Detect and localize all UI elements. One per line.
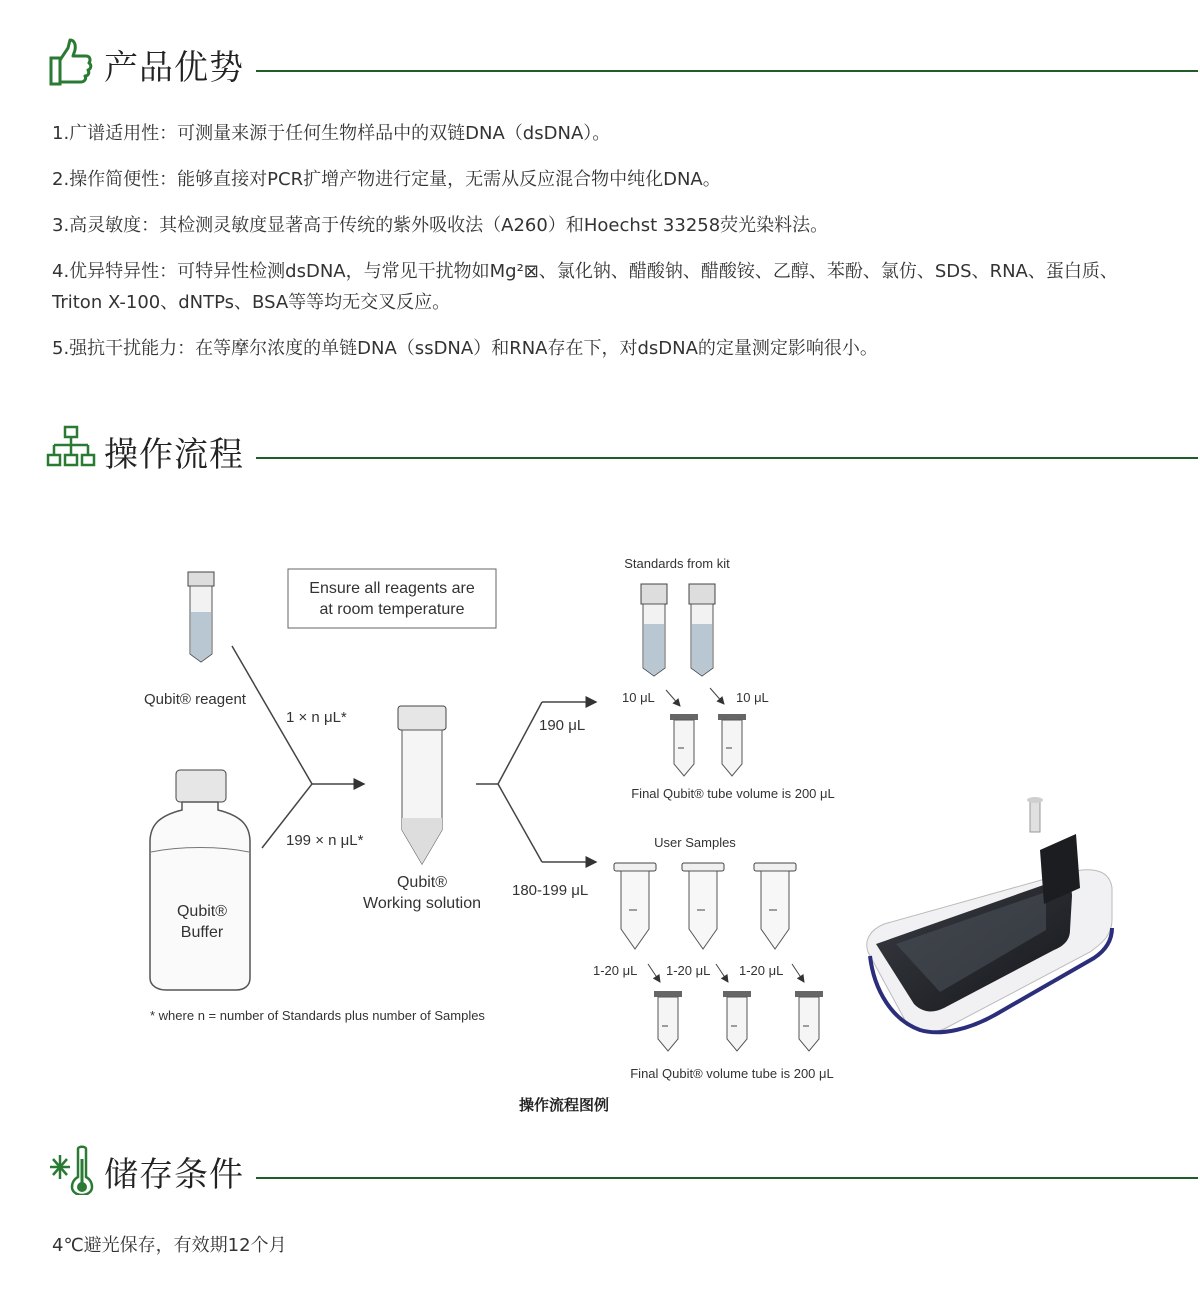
sample-volume-label: 180-199 μL: [512, 882, 589, 899]
final-std-label: Final Qubit® tube volume is 200 μL: [631, 786, 835, 801]
section-title-workflow: 操作流程: [104, 435, 244, 475]
working-label-1: Qubit®: [396, 874, 448, 891]
working-label-2: Working solution: [363, 895, 481, 912]
flowchart-icon: [46, 425, 98, 475]
reagent-tube: [188, 572, 214, 662]
thermometer-snowflake-icon: [46, 1145, 98, 1195]
section-title-advantages: 产品优势: [104, 48, 244, 88]
working-solution-tube: [398, 706, 446, 864]
sample-vol-2: 1-20 μL: [666, 963, 711, 978]
note-box: [288, 569, 496, 628]
assay-tube: [795, 991, 823, 1051]
note-line-1: Ensure all reagents are: [309, 580, 475, 597]
sample-tube: [682, 863, 724, 949]
buffer-bottle: [150, 770, 250, 990]
section-divider: [256, 1177, 1198, 1179]
qubit-instrument: [867, 797, 1112, 1032]
std-volume-label: 190 μL: [539, 717, 586, 734]
buffer-volume-label: 199 × n μL*: [286, 832, 364, 849]
advantage-item-2: 2.操作简便性：能够直接对PCR扩增产物进行定量，无需从反应混合物中纯化DNA。: [52, 169, 721, 190]
advantages-header: [46, 38, 1200, 88]
storage-header: [46, 1145, 1200, 1195]
workflow-header: [46, 425, 1200, 475]
standard-tube: [641, 584, 667, 676]
qubit-reagent-label: Qubit® reagent: [144, 691, 246, 708]
std-10-left: 10 μL: [622, 690, 655, 705]
note-line-2: at room temperature: [319, 601, 465, 618]
section-title-storage: 储存条件: [104, 1155, 244, 1195]
user-samples-title: User Samples: [654, 835, 736, 850]
advantage-item-3: 3.高灵敏度：其检测灵敏度显著高于传统的紫外吸收法（A260）和Hoechst 33258荧光染料法。: [52, 215, 829, 236]
sample-tube: [614, 863, 656, 949]
buffer-label-2: Buffer: [180, 924, 224, 941]
sample-tube: [754, 863, 796, 949]
section-divider: [256, 457, 1198, 459]
section-divider: [256, 70, 1198, 72]
standards-title: Standards from kit: [624, 556, 730, 571]
buffer-label-1: Qubit®: [176, 903, 228, 920]
thumbs-up-icon: [46, 38, 98, 88]
advantage-item-1: 1.广谱适用性：可测量来源于任何生物样品中的双链DNA（dsDNA）。: [52, 123, 611, 144]
sample-vol-1: 1-20 μL: [593, 963, 638, 978]
reagent-volume-label: 1 × n μL*: [286, 709, 347, 726]
footnote: * where n = number of Standards plus number of Samples: [150, 1008, 485, 1023]
assay-tube: [718, 714, 746, 776]
final-sample-label: Final Qubit® volume tube is 200 μL: [630, 1066, 834, 1081]
assay-tube: [654, 991, 682, 1051]
std-10-right: 10 μL: [736, 690, 769, 705]
advantage-item-4: 4.优异特异性：可特异性检测dsDNA，与常见干扰物如Mg²⊠、氯化钠、醋酸钠、醋酸铵、乙醇、苯酚、氯仿、SDS、RNA、蛋白质、Triton X-100、dNTPs、BSA等等均无交叉反应。: [52, 261, 1118, 313]
standard-tube: [689, 584, 715, 676]
assay-tube: [723, 991, 751, 1051]
storage-text: 4℃避光保存，有效期12个月: [52, 1235, 287, 1256]
workflow-diagram: [0, 540, 1200, 1120]
advantage-item-5: 5.强抗干扰能力：在等摩尔浓度的单链DNA（ssDNA）和RNA存在下，对dsDNA的定量测定影响很小。: [52, 338, 878, 359]
assay-tube: [670, 714, 698, 776]
diagram-caption: 操作流程图例: [518, 1096, 610, 1114]
sample-vol-3: 1-20 μL: [739, 963, 784, 978]
